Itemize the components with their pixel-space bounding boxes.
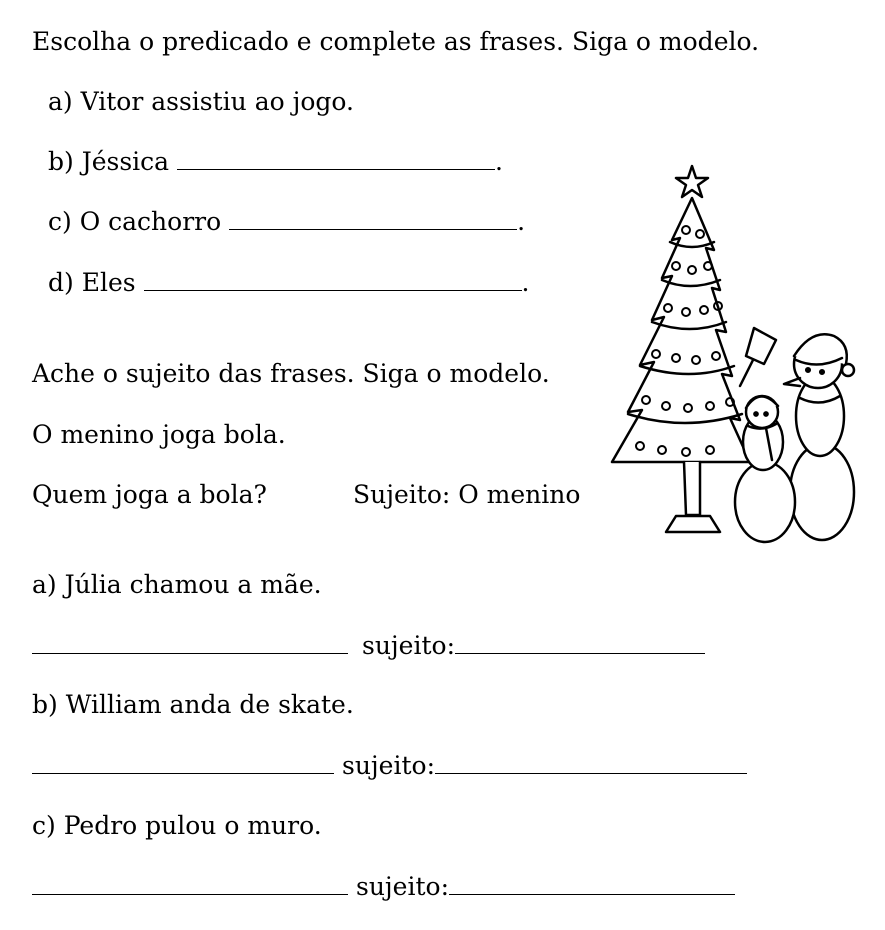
subject-blank-a[interactable] [455, 631, 705, 654]
question-blank-a[interactable] [32, 631, 348, 654]
example-question: Quem joga a bola? [32, 480, 267, 509]
instruction-predicate: Escolha o predicado e complete as frases. Siga o modelo. [32, 27, 760, 56]
example-answer: Sujeito: O menino [353, 480, 581, 509]
subject-blank-c[interactable] [449, 872, 735, 895]
subject-item-c: c) Pedro pulou o muro. [32, 811, 322, 840]
blank-d[interactable] [144, 268, 522, 291]
item-c: c) O cachorro . [48, 207, 526, 236]
answer-row-c [32, 871, 735, 903]
answer-row-b [32, 750, 747, 782]
item-b: b) Jéssica . [48, 147, 503, 176]
blank-c[interactable] [229, 207, 517, 230]
subject-blank-b[interactable] [435, 751, 747, 774]
question-blank-c[interactable] [32, 872, 348, 895]
subject-item-b: b) William anda de skate. [32, 690, 354, 719]
instruction-subject: Ache o sujeito das frases. Siga o modelo. [32, 359, 550, 388]
subject-label: sujeito: [342, 751, 435, 780]
example-sentence: O menino joga bola. [32, 420, 286, 449]
subject-item-a: a) Júlia chamou a mãe. [32, 570, 322, 599]
subject-label: sujeito: [356, 872, 449, 901]
item-d: d) Eles . [48, 268, 530, 297]
blank-b[interactable] [177, 147, 495, 170]
item-a-model: a) Vitor assistiu ao jogo. [48, 87, 354, 116]
answer-row-a [32, 630, 705, 662]
subject-label: sujeito: [362, 631, 455, 660]
christmas-tree-snowmen-icon [600, 160, 860, 550]
question-blank-b[interactable] [32, 751, 334, 774]
